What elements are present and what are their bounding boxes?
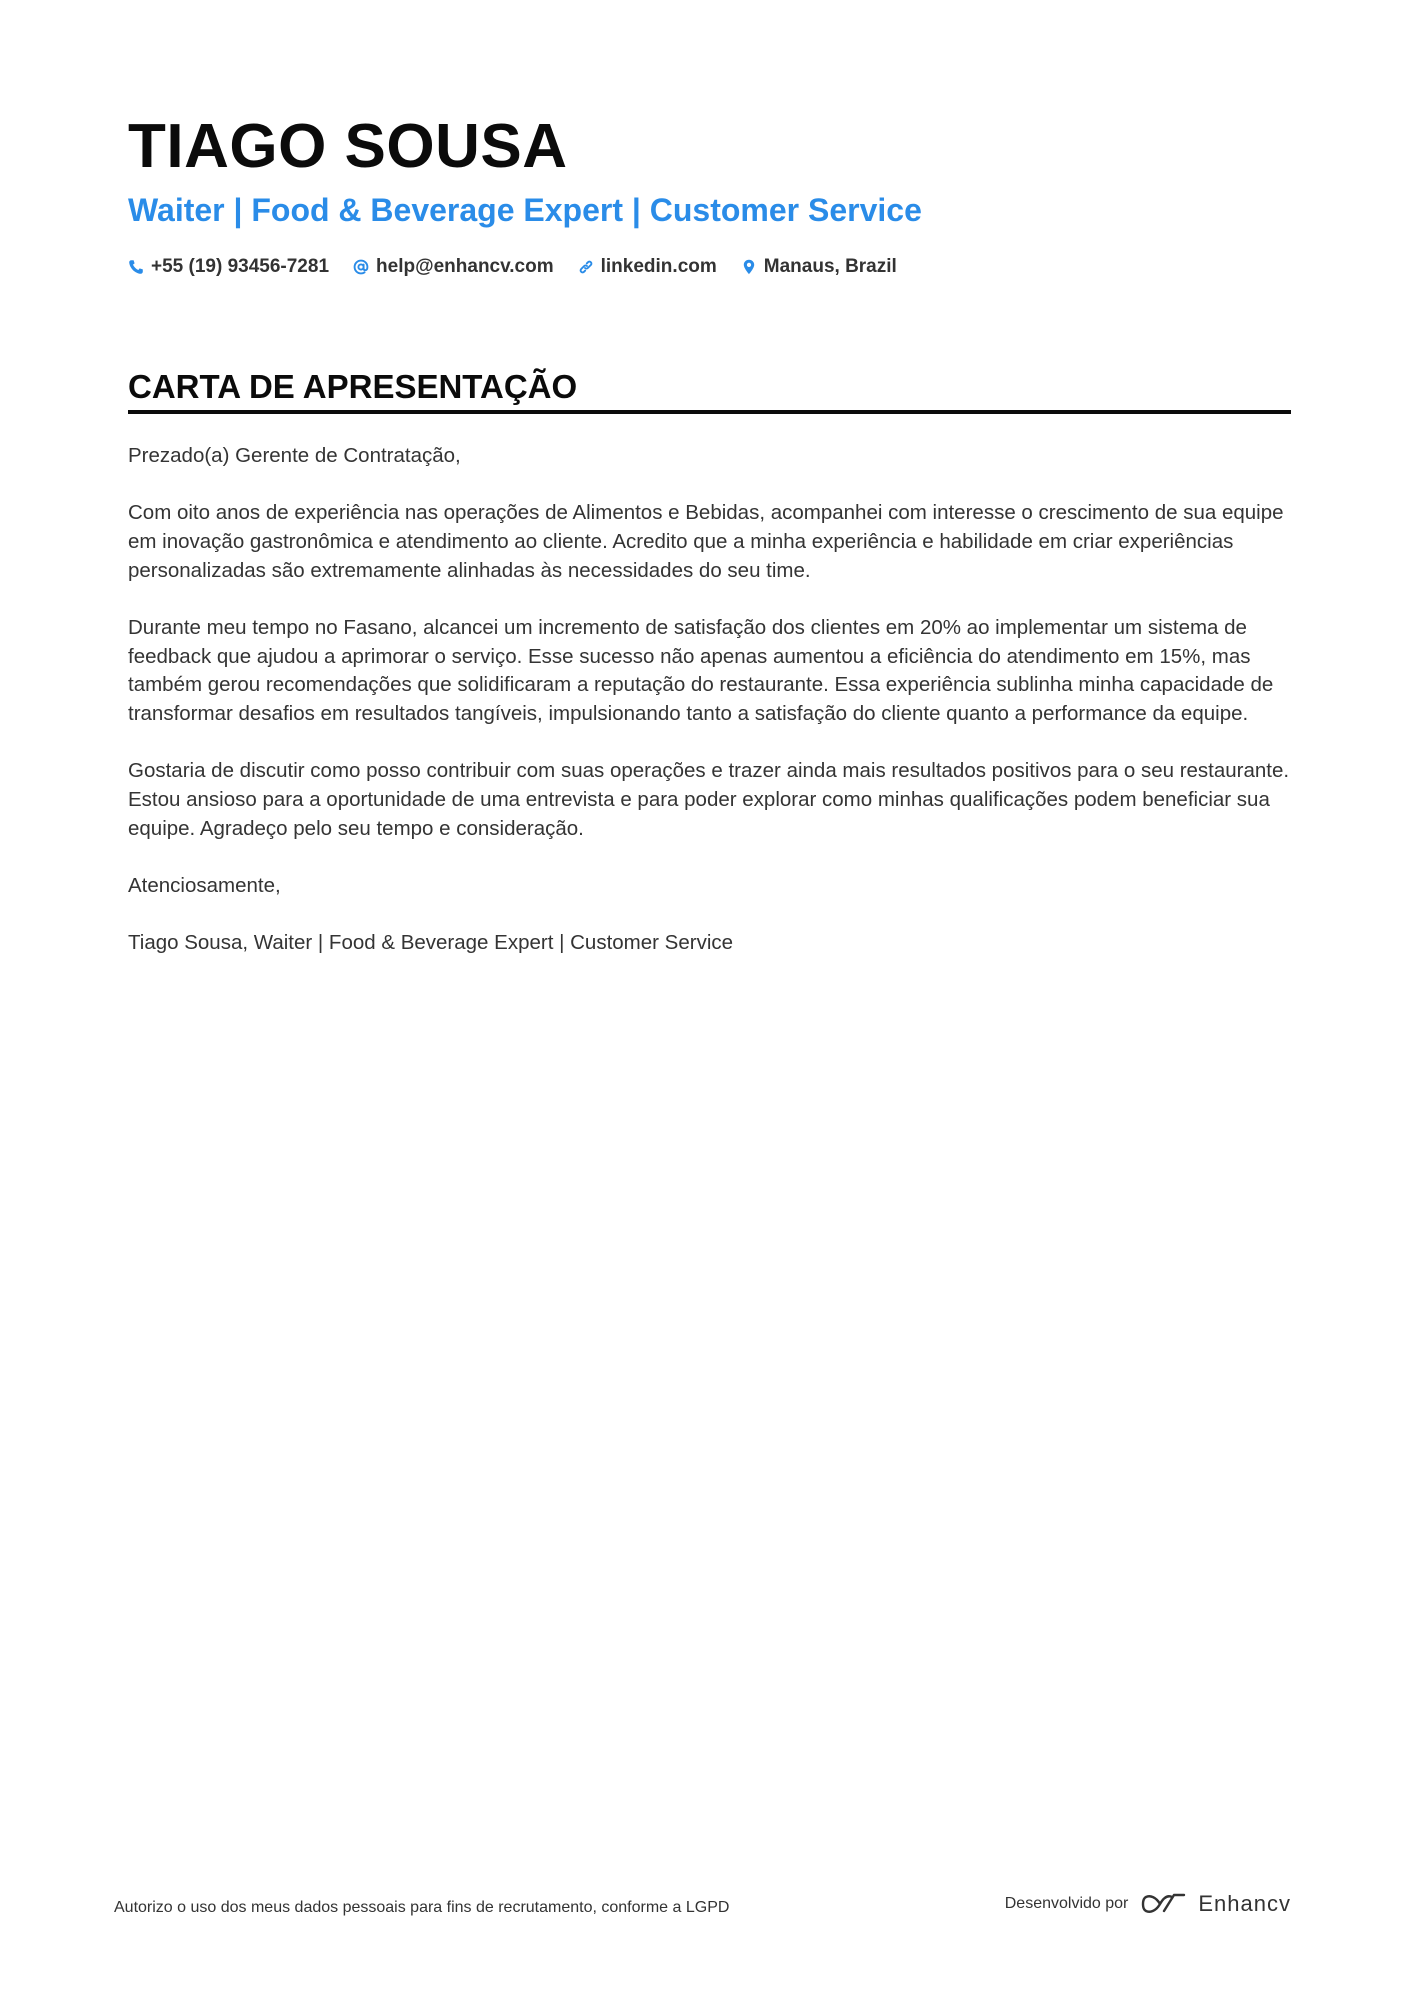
contact-linkedin-text: linkedin.com [600, 256, 717, 277]
letter-signoff: Atenciosamente, [128, 873, 281, 897]
powered-by[interactable] [1005, 1891, 1291, 1917]
section-divider [128, 410, 1291, 414]
enhancv-logo-icon [1140, 1891, 1188, 1917]
candidate-name: TIAGO SOUSA [128, 112, 568, 181]
letter-paragraph-closing: Gostaria de discutir como posso contribuir com suas operações e trazer ainda mais resultados positivos para o seu restaurante. Estou ansioso para a oportunidade de uma entrevista e para poder explorar como minhas qualificações podem beneficiar sua equipe. Agradeço pelo seu tempo e consideração. [128, 759, 1290, 840]
contact-phone [128, 254, 329, 280]
letter-signature: Tiago Sousa, Waiter | Food & Beverage Expert | Customer Service [128, 930, 734, 954]
phone-icon [128, 259, 144, 275]
letter-body [128, 442, 1291, 986]
contact-linkedin[interactable] [578, 254, 717, 280]
at-icon [353, 259, 369, 275]
location-pin-icon [741, 259, 757, 275]
powered-by-label: Desenvolvido por [1004, 1895, 1129, 1912]
letter-paragraph-achievement: Durante meu tempo no Fasano, alcancei um incremento de satisfação dos clientes em 20% ao implementar um sistema de feedback que ajudou a aprimorar o serviço. Esse sucesso não apenas aumentou a eficiência do atendimento em 15%, mas também gerou recomendações que solidificaram a reputação do restaurante. Essa experiência sublinha minha capacidade de transformar desafios em resultados tangíveis, impulsionando tanto a satisfação do cliente quanto a performance da equipe. [128, 615, 1274, 725]
letter-salutation: Prezado(a) Gerente de Contratação, [128, 444, 461, 467]
candidate-headline: Waiter | Food & Beverage Expert | Customer Service [128, 192, 922, 228]
section-title-cover-letter: CARTA DE APRESENTAÇÃO [128, 368, 578, 405]
contact-info-row [128, 254, 921, 280]
contact-email[interactable] [353, 254, 554, 280]
link-icon [578, 259, 594, 275]
contact-location [741, 254, 897, 280]
contact-location-text: Manaus, Brazil [763, 256, 897, 277]
contact-phone-text: +55 (19) 93456-7281 [151, 256, 330, 277]
privacy-consent-note: Autorizo o uso dos meus dados pessoais para fins de recrutamento, conforme a LGPD [114, 1899, 730, 1916]
contact-email-text: help@enhancv.com [376, 256, 554, 277]
enhancv-brand-name: Enhancv [1198, 1891, 1291, 1916]
letter-paragraph-intro: Com oito anos de experiência nas operações de Alimentos e Bebidas, acompanhei com interesse o crescimento de sua equipe em inovação gastronômica e atendimento ao cliente. Acredito que a minha experiência e habilidade em criar experiências personalizadas são extremamente alinhadas às necessidades do seu time. [128, 501, 1284, 582]
